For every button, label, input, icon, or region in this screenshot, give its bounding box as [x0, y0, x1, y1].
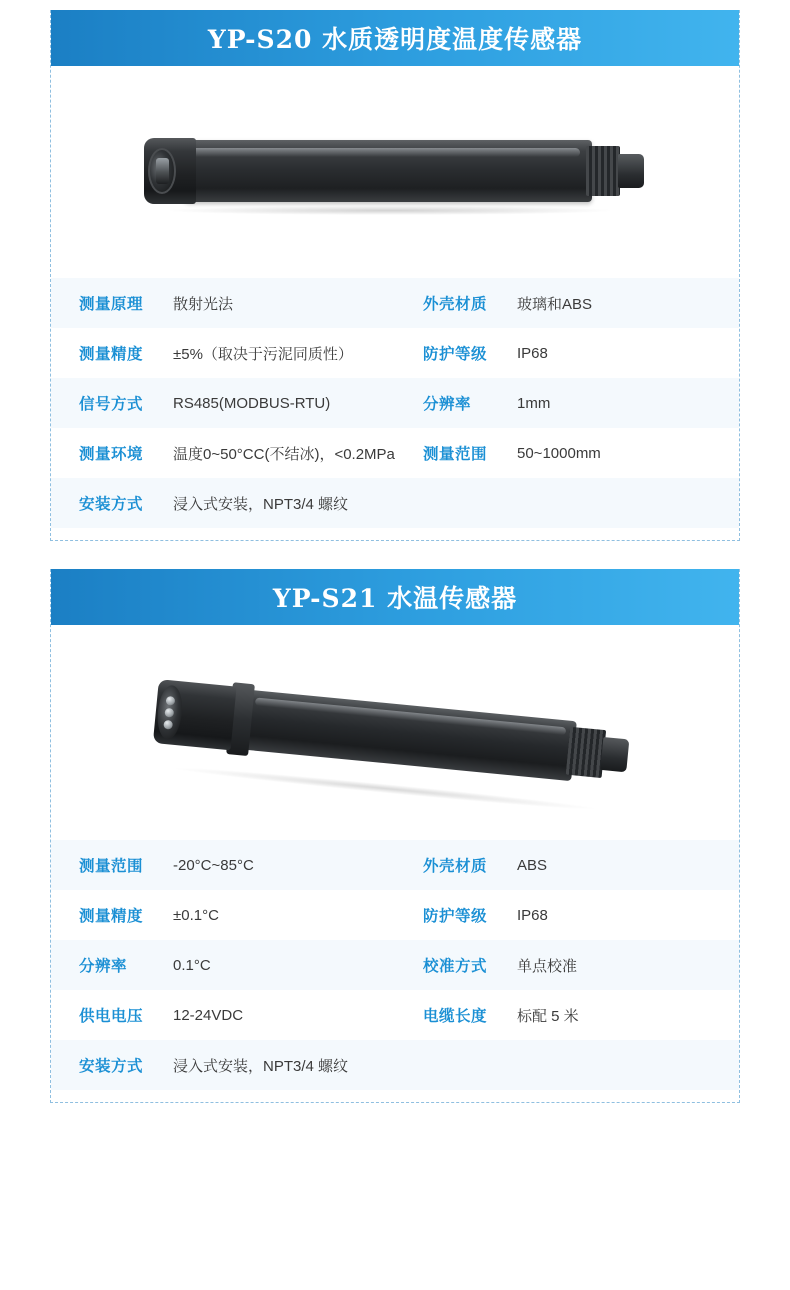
- product-title: YP-S20 水质透明度温度传感器: [207, 25, 583, 54]
- spec-value: ABS: [517, 856, 548, 874]
- product-card-yp-s20: [50, 10, 740, 541]
- spec-value: IP68: [517, 906, 548, 924]
- spec-label: 供电电压: [79, 1008, 144, 1025]
- spec-value: 单点校准: [517, 957, 578, 975]
- spec-cell: [395, 378, 739, 428]
- spec-cell: [395, 840, 739, 890]
- spec-value: 散射光法: [173, 295, 234, 313]
- spec-value: 50~1000mm: [517, 444, 601, 462]
- sensor-electrode-dot: [163, 719, 173, 729]
- sensor-illustration: [130, 122, 660, 222]
- sensor-thread: [586, 146, 620, 196]
- spec-value: 0.1°C: [173, 956, 211, 974]
- spec-value: -20°C~85°C: [173, 856, 254, 874]
- table-row: [51, 890, 739, 940]
- spec-label: 测量范围: [423, 446, 488, 463]
- spec-cell: [51, 478, 739, 528]
- spec-label: 电缆长度: [423, 1008, 488, 1025]
- spec-cell: [395, 990, 739, 1040]
- sensor-illustration: [115, 658, 675, 808]
- spec-label: 分辨率: [79, 958, 128, 975]
- spec-value: ±5%（取决于污泥同质性）: [173, 345, 353, 363]
- spec-value: ±0.1°C: [173, 906, 219, 924]
- spec-label: 测量精度: [79, 346, 144, 363]
- table-row: [51, 990, 739, 1040]
- spec-value: 温度0~50°CC(不结冰)，<0.2MPa: [173, 445, 395, 463]
- spec-value: 12-24VDC: [173, 1006, 244, 1024]
- sensor-connector-tip: [618, 154, 644, 188]
- spec-label: 外壳材质: [423, 296, 488, 313]
- spec-cell: [395, 428, 739, 478]
- spec-label: 防护等级: [423, 346, 488, 363]
- spec-cell: [51, 278, 395, 328]
- spec-value: 标配 5 米: [517, 1007, 579, 1025]
- spec-value: 浸入式安装，NPT3/4 螺纹: [173, 495, 349, 513]
- sensor-thread: [566, 726, 606, 777]
- sensor-connector-tip: [600, 737, 629, 772]
- product-card-yp-s21: [50, 569, 740, 1103]
- spec-cell: [395, 328, 739, 378]
- table-row: [51, 1040, 739, 1090]
- table-row: [51, 278, 739, 328]
- table-row: [51, 428, 739, 478]
- spec-label: 测量环境: [79, 446, 144, 463]
- spec-label: 外壳材质: [423, 858, 488, 875]
- sensor-shadow: [170, 206, 610, 215]
- water-temperature-sensor-image: [51, 625, 739, 840]
- product-title-banner: [51, 569, 739, 625]
- spec-label: 信号方式: [79, 396, 144, 413]
- sensor-body-highlight: [190, 148, 580, 157]
- sensor-electrode-dot: [164, 707, 174, 717]
- spec-label: 安装方式: [79, 1058, 144, 1075]
- spec-table-yp-s21: [51, 840, 739, 1102]
- spec-label: 防护等级: [423, 908, 488, 925]
- table-row: [51, 840, 739, 890]
- spec-table-yp-s20: [51, 278, 739, 540]
- sensor-electrode-dot: [166, 695, 176, 705]
- spec-value: 玻璃和ABS: [517, 295, 593, 313]
- sensor-optical-slot: [156, 158, 169, 184]
- spec-label: 测量原理: [79, 296, 144, 313]
- spec-cell: [51, 940, 395, 990]
- spec-label: 测量精度: [79, 908, 144, 925]
- spec-cell: [51, 328, 395, 378]
- product-title-banner: [51, 10, 739, 66]
- spec-value: 1mm: [517, 394, 551, 412]
- product-title: YP-S21 水温传感器: [272, 584, 518, 613]
- spec-cell: [51, 890, 395, 940]
- spec-value: IP68: [517, 344, 548, 362]
- spec-cell: [51, 840, 395, 890]
- spec-label: 安装方式: [79, 496, 144, 513]
- spec-cell: [395, 278, 739, 328]
- table-row: [51, 478, 739, 528]
- table-row: [51, 940, 739, 990]
- spec-cell: [51, 428, 395, 478]
- spec-cell: [51, 378, 395, 428]
- spec-value: 浸入式安装，NPT3/4 螺纹: [173, 1057, 349, 1075]
- spec-label: 校准方式: [423, 958, 488, 975]
- spec-label: 分辨率: [423, 396, 472, 413]
- table-row: [51, 328, 739, 378]
- turbidity-temperature-sensor-image: [51, 66, 739, 278]
- spec-cell: [51, 1040, 739, 1090]
- table-row: [51, 378, 739, 428]
- spec-cell: [395, 890, 739, 940]
- spec-cell: [51, 990, 395, 1040]
- spec-label: 测量范围: [79, 858, 144, 875]
- spec-cell: [395, 940, 739, 990]
- spec-value: RS485(MODBUS-RTU): [173, 394, 331, 412]
